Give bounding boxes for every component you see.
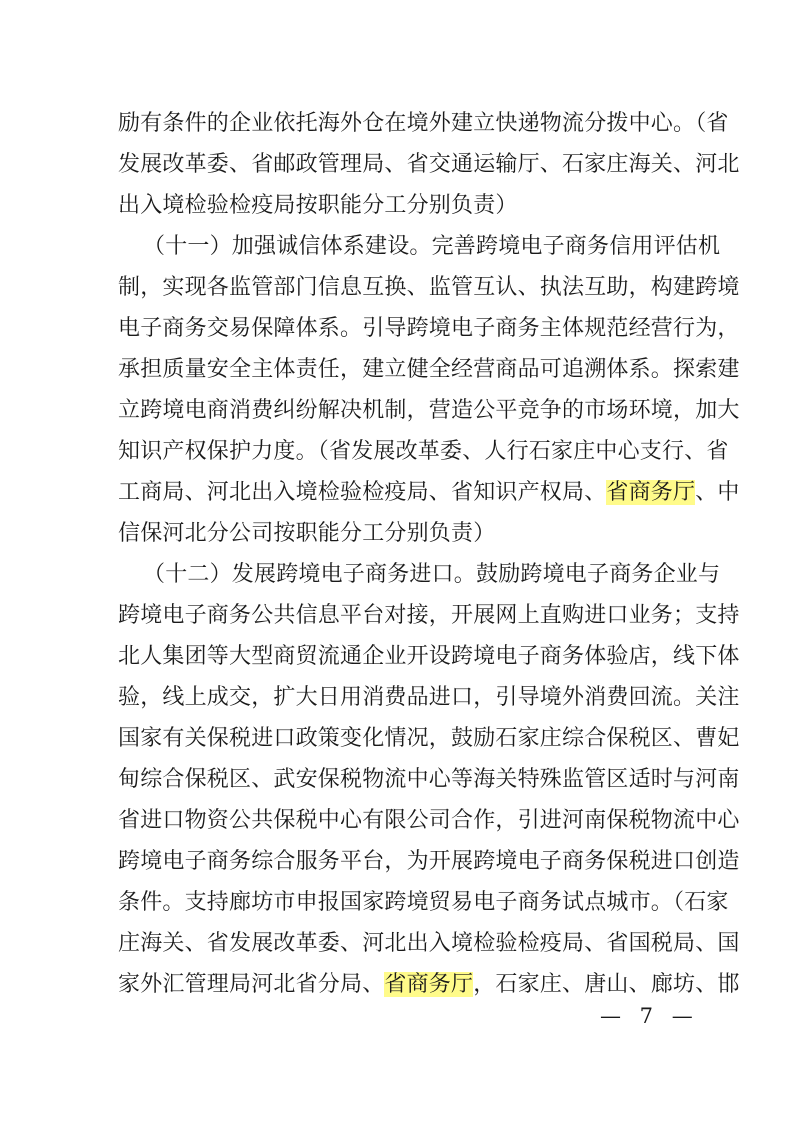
- text-line: 励有条件的企业依托海外仓在境外建立快递物流分拨中心。（省: [118, 111, 729, 136]
- page-number: — 7 —: [600, 1004, 699, 1028]
- text-line: 跨境电子商务综合服务平台，为开展跨境电子商务保税进口创造: [118, 849, 740, 874]
- paragraph-heading-line: （十一）加强诚信体系建设。完善跨境电子商务信用评估机: [143, 234, 721, 259]
- text-line: 北人集团等大型商贸流通企业开设跨境电子商务体验店，线下体: [118, 644, 740, 669]
- text-line: 出入境检验检疫局按职能分工分别负责）: [118, 193, 518, 218]
- text-line: 庄海关、省发展改革委、河北出入境检验检疫局、省国税局、国: [118, 931, 740, 956]
- text-line: 验，线上成交，扩大日用消费品进口，引导境外消费回流。关注: [118, 685, 740, 710]
- text-line: 电子商务交易保障体系。引导跨境电子商务主体规范经营行为，: [118, 316, 740, 341]
- text-line: 条件。支持廊坊市申报国家跨境贸易电子商务试点城市。（石家: [118, 890, 729, 915]
- text-line: 工商局、河北出入境检验检疫局、省知识产权局、省商务厅、中: [118, 480, 740, 505]
- text-line: 甸综合保税区、武安保税物流中心等海关特殊监管区适时与河南: [118, 767, 740, 792]
- text-line: 立跨境电商消费纠纷解决机制，营造公平竞争的市场环境，加大: [118, 398, 740, 423]
- text-line: 省进口物资公共保税中心有限公司合作，引进河南保税物流中心: [118, 808, 740, 833]
- highlighted-text: 省商务厅: [606, 480, 696, 505]
- text-line: 信保河北分公司按职能分工分别负责）: [118, 521, 496, 546]
- text-line: 发展改革委、省邮政管理局、省交通运输厅、石家庄海关、河北: [118, 152, 740, 177]
- text-line: 家外汇管理局河北省分局、省商务厅，石家庄、唐山、廊坊、邯: [118, 972, 740, 997]
- highlighted-text: 省商务厅: [384, 972, 474, 997]
- text-line: 承担质量安全主体责任，建立健全经营商品可追溯体系。探索建: [118, 357, 740, 382]
- text-line: 跨境电子商务公共信息平台对接，开展网上直购进口业务；支持: [118, 603, 740, 628]
- paragraph-heading-line: （十二）发展跨境电子商务进口。鼓励跨境电子商务企业与: [143, 562, 721, 587]
- text-line: 国家有关保税进口政策变化情况，鼓励石家庄综合保税区、曹妃: [118, 726, 740, 751]
- text-line: 制，实现各监管部门信息互换、监管互认、执法互助，构建跨境: [118, 275, 740, 300]
- text-line: 知识产权保护力度。（省发展改革委、人行石家庄中心支行、省: [118, 439, 729, 464]
